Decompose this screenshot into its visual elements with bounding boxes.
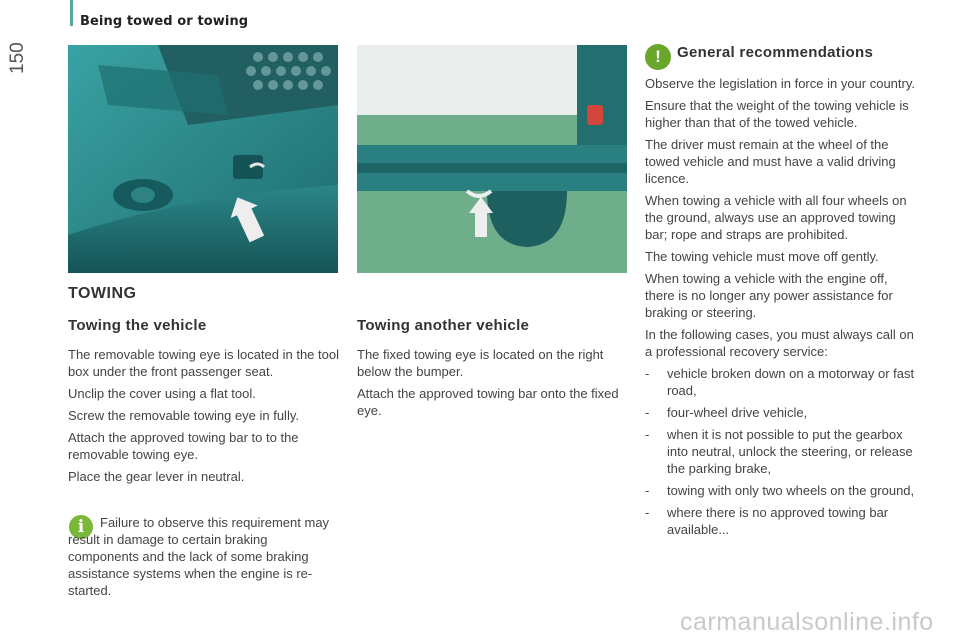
page-header: Being towed or towing <box>80 14 249 29</box>
warning-icon <box>645 44 671 70</box>
paragraph: Screw the removable towing eye in fully. <box>68 408 299 423</box>
watermark: carmanualsonline.info <box>680 608 934 636</box>
paragraph: The removable towing eye is located in the tool box under the front passenger seat. <box>68 347 339 379</box>
list-item <box>645 426 915 477</box>
paragraph: Place the gear lever in neutral. <box>68 469 245 484</box>
info-icon-glyph: i <box>77 517 85 537</box>
paragraph: The towing vehicle must move off gently. <box>645 249 879 264</box>
list-dash: - <box>645 427 650 442</box>
paragraph: The driver must remain at the wheel of the towed vehicle and must have a valid driving licence. <box>645 137 896 186</box>
paragraph: Attach the approved towing bar onto the fixed eye. <box>357 386 619 418</box>
paragraph: When towing a vehicle with the engine off, there is no longer any power assistance for braking or steering. <box>645 271 893 320</box>
paragraph: Ensure that the weight of the towing vehicle is higher than that of the towed vehicle. <box>645 98 909 130</box>
subtitle-towing-the-vehicle: Towing the vehicle <box>68 317 207 334</box>
list-dash: - <box>645 405 650 420</box>
list-item <box>645 404 915 421</box>
paragraph: When towing a vehicle with all four wheels on the ground, always use an approved towing bar; rope and straps are prohibited. <box>645 193 907 242</box>
list-item <box>645 365 915 399</box>
subtitle-towing-another-vehicle: Towing another vehicle <box>357 317 530 334</box>
front-bumper-drawing <box>68 45 338 273</box>
page-number: 150 <box>7 42 28 74</box>
recovery-service-list <box>645 365 915 538</box>
paragraph: Unclip the cover using a flat tool. <box>68 386 256 401</box>
list-item-text: four-wheel drive vehicle, <box>667 405 808 420</box>
list-dash: - <box>645 483 650 498</box>
section-title: TOWING <box>68 285 137 302</box>
list-item <box>645 482 915 499</box>
general-recommendations-text <box>645 75 915 543</box>
paragraph: Attach the approved towing bar to to the removable towing eye. <box>68 430 299 462</box>
general-recommendations-title: General recommendations <box>677 44 874 61</box>
info-note: Failure to observe this requirement may result in damage to certain braking components and the lack of some braking assistance systems when the engine is re-started. <box>68 515 330 598</box>
list-item-text: vehicle broken down on a motorway or fast road, <box>667 366 915 398</box>
rear-bumper-drawing <box>357 45 627 273</box>
list-item-text: when it is not possible to put the gearbox into neutral, unlock the steering, or release the parking brake, <box>667 427 913 476</box>
list-item <box>645 504 915 538</box>
rear-bumper-illustration <box>357 45 627 273</box>
warning-icon-glyph: ! <box>655 47 661 66</box>
towing-the-vehicle-text <box>68 346 340 490</box>
paragraph: In the following cases, you must always call on a professional recovery service: <box>645 327 914 359</box>
paragraph: Observe the legislation in force in your country. <box>645 76 916 91</box>
paragraph: The fixed towing eye is located on the right below the bumper. <box>357 347 604 379</box>
list-item-text: towing with only two wheels on the ground, <box>667 483 915 498</box>
list-item-text: where there is no approved towing bar available... <box>667 505 889 537</box>
towing-another-vehicle-text <box>357 346 625 424</box>
list-dash: - <box>645 366 650 381</box>
list-dash: - <box>645 505 650 520</box>
header-accent-bar <box>70 0 73 26</box>
front-bumper-illustration <box>68 45 338 273</box>
